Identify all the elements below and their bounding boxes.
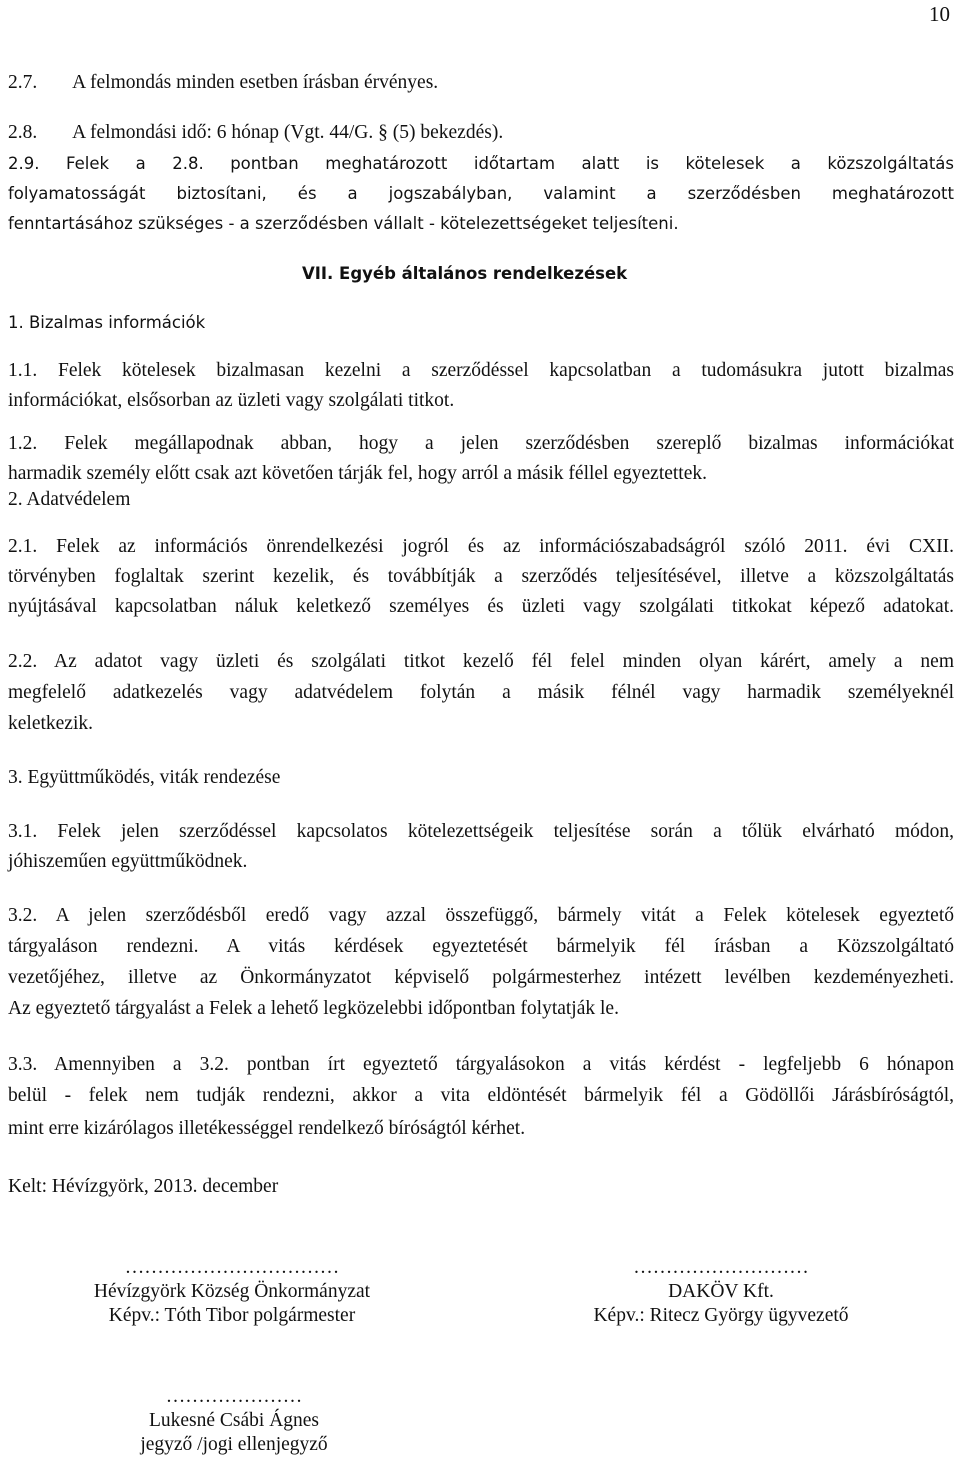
text-line: belül - felek nem tudják rendezni, akkor a vita eldöntését bármelyik fél a Gödöllői Járásbíróságtól, [8, 1085, 954, 1106]
text-line: mint erre kizárólagos illetékességgel rendelkező bíróságtól kérhet. [8, 1118, 526, 1139]
paragraph-text: A felmondási idő: 6 hónap (Vgt. 44/G. § (5) bekezdés). [72, 122, 504, 143]
text-line: jóhiszeműen együttműködnek. [8, 851, 248, 872]
text-line: keletkezik. [8, 713, 93, 734]
text-line: nyújtásával kapcsolatban náluk keletkező személyes és üzleti vagy szolgálati titkokat képező adatokat. [8, 596, 954, 617]
signatory-representative: Képv.: Tóth Tibor polgármester [108, 1305, 356, 1326]
date-line: Kelt: Hévízgyörk, 2013. december [8, 1176, 279, 1197]
text-line: folyamatosságát biztosítani, és a jogszabályban, valamint a szerződésben meghatározott [8, 184, 954, 203]
signatory-name: Lukesné Csábi Ágnes [148, 1410, 320, 1431]
signatory-representative: Képv.: Ritecz György ügyvezető [593, 1305, 849, 1326]
text-line: tárgyaláson rendezni. A vitás kérdések egyeztetését bármelyik fél írásban a Közszolgáltató [8, 936, 954, 957]
text-line: Az egyeztető tárgyalást a Felek a lehető legközelebbi időpontban folytatják le. [8, 998, 619, 1019]
text-line: 1.2. Felek megállapodnak abban, hogy a jelen szerződésben szereplő bizalmas információkat [8, 433, 954, 454]
text-line: 3.1. Felek jelen szerződéssel kapcsolatos kötelezettségeik teljesítése során a tőlük elvárható módon, [8, 821, 954, 842]
signature-block-left [32, 1257, 432, 1327]
signatory-representative: jegyző /jogi ellenjegyző [140, 1434, 328, 1455]
text-line: 2.1. Felek az információs önrendelkezési jogról és az információszabadságról szóló 2011. évi CXII. [8, 536, 954, 557]
signature-block-right [521, 1257, 921, 1327]
chapter-title: VII. Egyéb általános rendelkezések [302, 264, 628, 283]
paragraph-2-7 [8, 72, 438, 94]
signatory-name: Hévízgyörk Község Önkormányzat [93, 1281, 371, 1302]
signature-dots: ………………… [165, 1386, 303, 1407]
text-line: 3.3. Amennyiben a 3.2. pontban írt egyeztető tárgyalásokon a vitás kérdést - legfeljebb 6 hónapon [8, 1054, 954, 1075]
signature-dots: …………………………… [124, 1257, 340, 1278]
text-line: fenntartásához szükséges - a szerződésben vállalt - kötelezettségeket teljesíteni. [8, 214, 679, 233]
text-line: 3.2. A jelen szerződésből eredő vagy azzal összefüggő, bármely vitát a Felek kötelesek egyeztető [8, 905, 954, 926]
paragraph-2-8 [8, 122, 503, 144]
text-line: harmadik személy előtt csak azt követően tárják fel, hogy arról a másik féllel egyeztettek. [8, 463, 708, 484]
text-line: 2.2. Az adatot vagy üzleti és szolgálati titkot kezelő fél felel minden olyan kárért, amely a nem [8, 651, 954, 672]
signature-dots: ……………………… [633, 1257, 809, 1278]
text-line: 2.9. Felek a 2.8. pontban meghatározott időtartam alatt is kötelesek a közszolgáltatás [8, 154, 954, 173]
paragraph-number: 2.7. [8, 72, 38, 93]
page-number: 10 [929, 2, 950, 26]
section-heading-2: 2. Adatvédelem [8, 489, 131, 510]
section-heading-3: 3. Együttműködés, viták rendezése [8, 767, 281, 788]
text-line: 1.1. Felek kötelesek bizalmasan kezelni a szerződéssel kapcsolatban a tudomásukra jutott bizalmas [8, 360, 954, 381]
signatory-name: DAKÖV Kft. [668, 1281, 774, 1302]
text-line: megfelelő adatkezelés vagy adatvédelem folytán a másik félnél vagy harmadik személyeknél [8, 682, 954, 703]
text-line: információkat, elsősorban az üzleti vagy szolgálati titkot. [8, 390, 455, 411]
paragraph-number: 2.8. [8, 122, 38, 143]
text-line: vezetőjéhez, illetve az Önkormányzatot képviselő polgármesterhez intézett levélben kezdeményezheti. [8, 967, 954, 988]
signature-block-bottom [34, 1386, 434, 1456]
section-heading-1: 1. Bizalmas információk [8, 313, 206, 332]
text-line: törvényben foglaltak szerint kezelik, és továbbítják a szerződés teljesítésével, illetve a közszolgáltatás [8, 566, 954, 587]
paragraph-text: A felmondás minden esetben írásban érvényes. [72, 72, 439, 93]
